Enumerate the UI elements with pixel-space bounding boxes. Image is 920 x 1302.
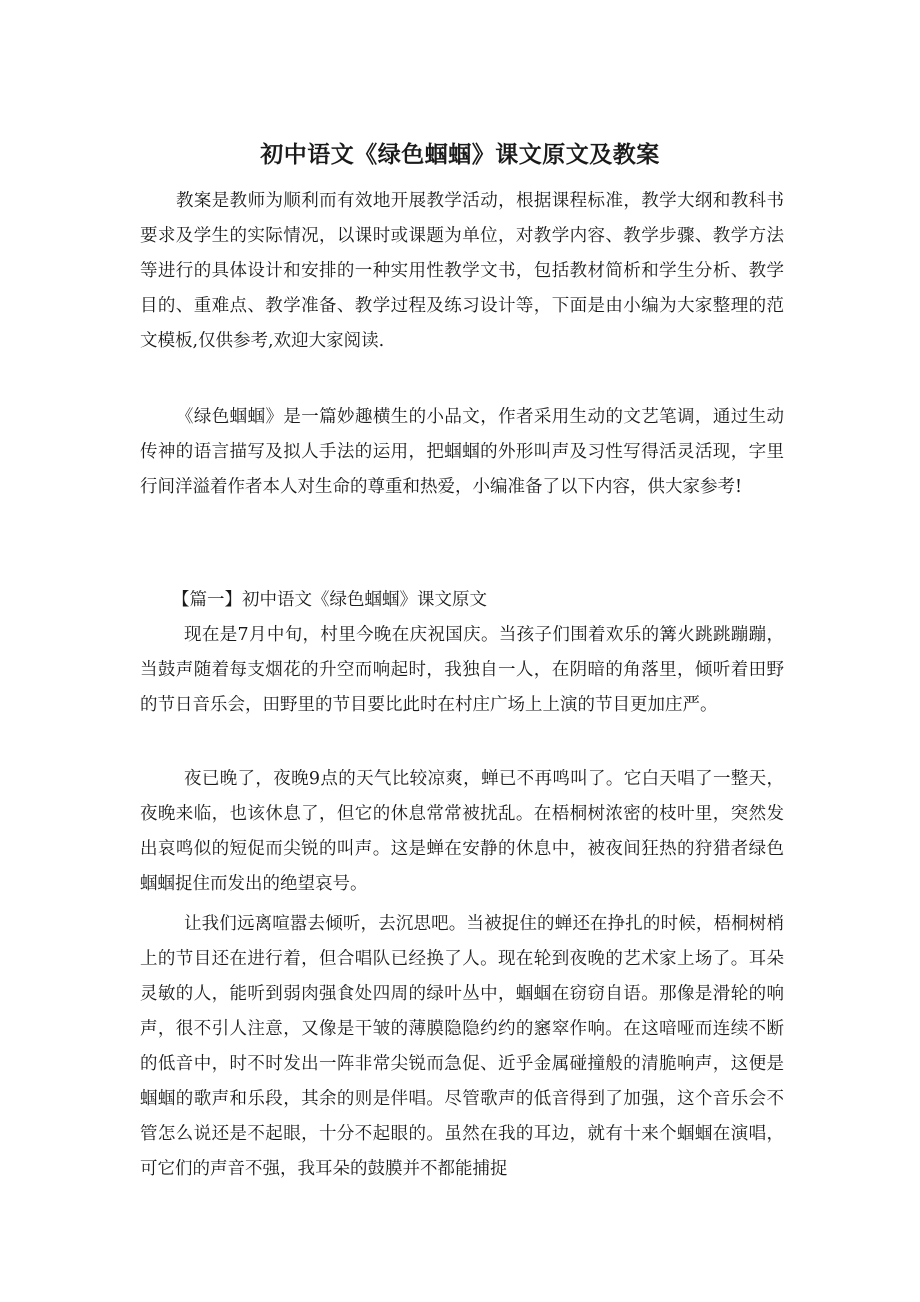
body-paragraph: 现在是7月中旬，村里今晚在庆祝国庆。当孩子们围着欢乐的篝火跳跳蹦蹦，当鼓声随着每支烟花的升空而响起时，我独自一人，在阴暗的角落里，倾听着田野的节日音乐会，田野里的节目要比此时在村庄广场上上演的节目更加庄严。 [140, 625, 784, 715]
summary-paragraph: 《绿色蝈蝈》是一篇妙趣横生的小品文，作者采用生动的文艺笔调，通过生动传神的语言描写及拟人手法的运用，把蝈蝈的外形叫声及习性写得活灵活现，字里行间洋溢着作者本人对生命的尊重和热爱，小编准备了以下内容，供大家参考! [140, 407, 784, 497]
intro-paragraph: 教案是教师为顺利而有效地开展教学活动，根据课程标准，教学大纲和教科书要求及学生的实际情况，以课时或课题为单位，对教学内容、教学步骤、教学方法等进行的具体设计和安排的一种实用性教学文书，包括教材简析和学生分析、教学目的、重难点、教学准备、教学过程及练习设计等，下面是由小编为大家整理的范文模板,仅供参考,欢迎大家阅读. [140, 191, 784, 351]
section-heading: 【篇一】初中语文《绿色蝈蝈》课文原文 [172, 590, 487, 610]
body-paragraph: 让我们远离喧嚣去倾听，去沉思吧。当被捉住的蝉还在挣扎的时候，梧桐树梢上的节目还在进行着，但合唱队已经换了人。现在轮到夜晚的艺术家上场了。耳朵灵敏的人，能听到弱肉强食处四周的绿叶丛中，蝈蝈在窃窃自语。那像是滑轮的响声，很不引人注意，又像是干皱的薄膜隐隐约约的窸窣作响。在这喑哑而连续不断的低音中，时不时发出一阵非常尖锐而急促、近乎金属碰撞般的清脆响声，这便是蝈蝈的歌声和乐段，其余的则是伴唱。尽管歌声的低音得到了加强，这个音乐会不管怎么说还是不起眼，十分不起眼的。虽然在我的耳边，就有十来个蝈蝈在演唱，可它们的声音不强，我耳朵的鼓膜并不都能捕捉 [140, 914, 784, 1179]
body-paragraph: 夜已晚了，夜晚9点的天气比较凉爽，蝉已不再鸣叫了。它白天唱了一整天，夜晚来临，也该休息了，但它的休息常常被扰乱。在梧桐树浓密的枝叶里，突然发出哀鸣似的短促而尖锐的叫声。这是蝉在安静的休息中，被夜间狂热的狩猎者绿色蝈蝈捉住而发出的绝望哀号。 [140, 769, 784, 894]
page-title: 初中语文《绿色蝈蝈》课文原文及教案 [260, 141, 660, 168]
